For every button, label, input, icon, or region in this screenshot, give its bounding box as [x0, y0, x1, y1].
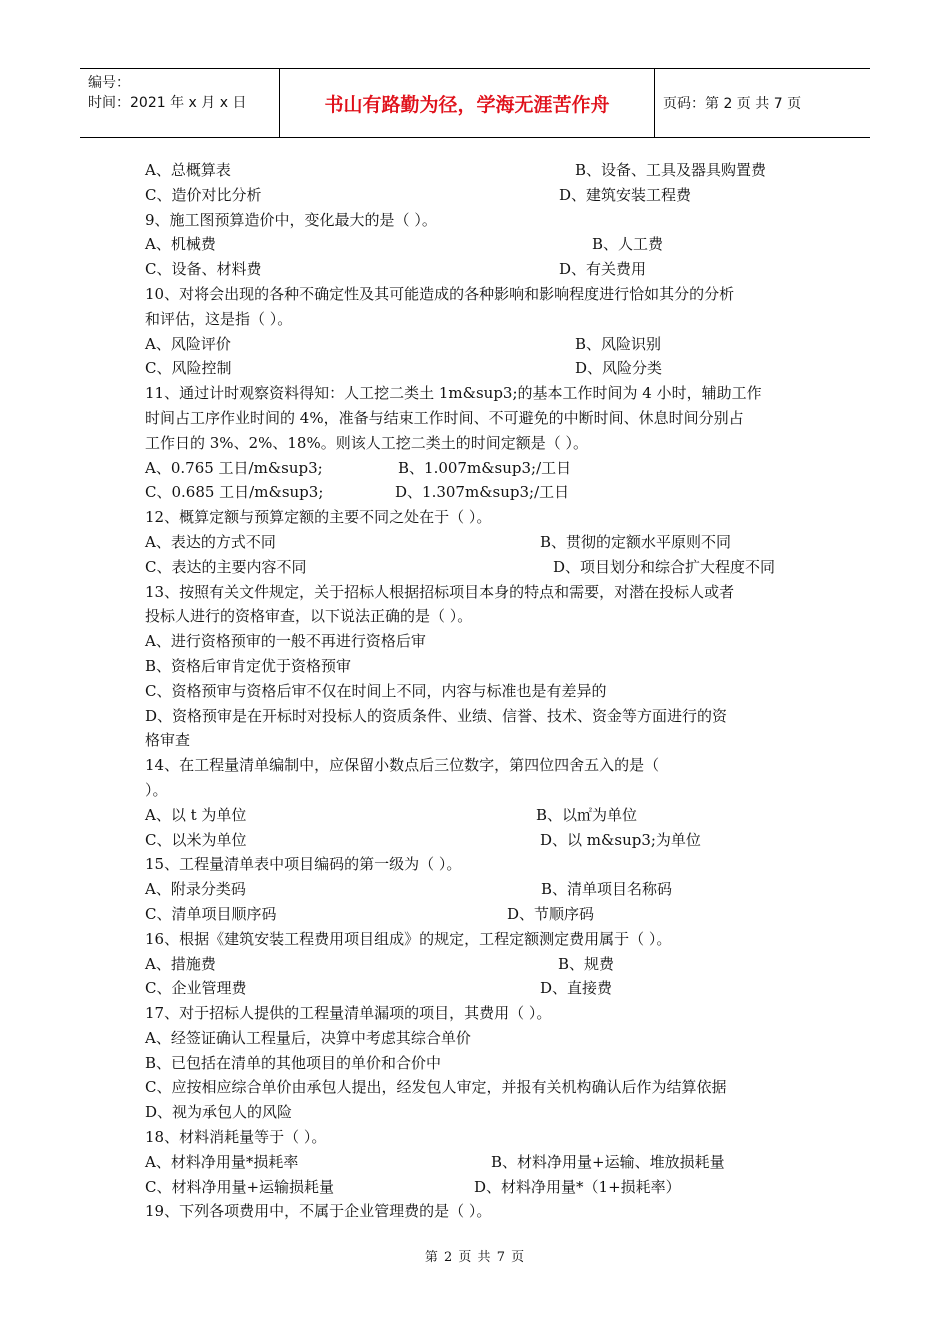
option-text-right: D、1.307m&sup3;/工日 — [395, 483, 570, 502]
line-text: D、资格预审是在开标时对投标人的资质条件、业绩、信誉、技术、资金等方面进行的资 — [145, 706, 728, 725]
text-line — [145, 307, 815, 332]
line-text: 10、对将会出现的各种不确定性及其可能造成的各种影响和影响程度进行恰如其分的分析 — [145, 284, 735, 303]
line-text: C、应按相应综合单价由承包人提出，经发包人审定，并报有关机构确认后作为结算依据 — [145, 1078, 727, 1097]
header-motto: 书山有路勤为径，学海无涯苦作舟 — [280, 69, 655, 137]
text-line — [145, 257, 815, 282]
text-line — [145, 1075, 815, 1100]
option-text-right: D、有关费用 — [559, 260, 647, 279]
text-line — [145, 530, 815, 555]
text-line — [145, 356, 815, 381]
line-text: 16、根据《建筑安装工程费用项目组成》的规定，工程定额测定费用属于（ ）。 — [145, 929, 672, 948]
text-line — [145, 158, 815, 183]
text-line — [145, 877, 815, 902]
text-line — [145, 852, 815, 877]
line-text: A、以 t 为单位 — [145, 805, 247, 824]
text-line — [145, 431, 815, 456]
text-line — [145, 1026, 815, 1051]
line-text: 时间占工序作业时间的 4%，准备与结束工作时间、不可避免的中断时间、休息时间分别占 — [145, 408, 744, 427]
question-body — [145, 158, 815, 1224]
option-text-right: B、以㎡为单位 — [536, 805, 638, 824]
text-line — [145, 1150, 815, 1175]
option-text-right: B、设备、工具及器具购置费 — [575, 161, 767, 179]
text-line — [145, 803, 815, 828]
line-text: A、风险评价 — [145, 334, 231, 353]
line-text: A、总概算表 — [145, 161, 231, 179]
line-text: C、设备、材料费 — [145, 260, 262, 279]
line-text: 12、概算定额与预算定额的主要不同之处在于（ ）。 — [145, 508, 492, 527]
text-line — [145, 183, 815, 208]
text-line — [145, 232, 815, 257]
line-text: D、视为承包人的风险 — [145, 1103, 293, 1122]
line-text: A、表达的方式不同 — [145, 532, 276, 551]
option-text-right: B、贯彻的定额水平原则不同 — [540, 532, 732, 551]
option-text-right: D、节顺序码 — [507, 904, 595, 923]
line-text: C、造价对比分析 — [145, 185, 262, 204]
line-text: A、经签证确认工程量后，决算中考虑其综合单价 — [145, 1028, 471, 1047]
text-line — [145, 1175, 815, 1200]
text-line — [145, 1051, 815, 1076]
text-line — [145, 332, 815, 357]
line-text: C、以米为单位 — [145, 830, 247, 849]
line-text: 11、通过计时观察资料得知：人工挖二类土 1m&sup3;的基本工作时间为 4 小时，辅助工作 — [145, 384, 762, 403]
text-line — [145, 282, 815, 307]
line-text: A、机械费 — [145, 235, 216, 254]
text-line — [145, 629, 815, 654]
option-text-right: B、材料净用量+运输、堆放损耗量 — [491, 1152, 725, 1171]
option-text-right: D、项目划分和综合扩大程度不同 — [553, 557, 776, 576]
line-text: B、资格后审肯定优于资格预审 — [145, 656, 352, 675]
line-text: C、资格预审与资格后审不仅在时间上不同，内容与标准也是有差异的 — [145, 681, 607, 700]
time-label: 时间：2021 年 x 月 x 日 — [88, 95, 247, 111]
text-line — [145, 728, 815, 753]
header-page-number: 页码：第 2 页 共 7 页 — [663, 96, 802, 112]
text-line — [145, 976, 815, 1001]
option-text-right: D、材料净用量*（1+损耗率） — [474, 1177, 681, 1196]
line-text: C、表达的主要内容不同 — [145, 557, 307, 576]
text-line — [145, 555, 815, 580]
text-line — [145, 406, 815, 431]
line-text: A、材料净用量*损耗率 — [145, 1152, 299, 1171]
line-text: 18、材料消耗量等于（ ）。 — [145, 1128, 327, 1147]
line-text: C、清单项目顺序码 — [145, 904, 277, 923]
line-text: ）。 — [145, 780, 168, 799]
text-line — [145, 778, 815, 803]
option-text-right: B、人工费 — [592, 235, 664, 254]
text-line — [145, 1199, 815, 1224]
option-text-right: D、风险分类 — [575, 359, 663, 378]
text-line — [145, 952, 815, 977]
line-text: C、0.685 工日/m&sup3; — [145, 483, 324, 502]
text-line — [145, 1001, 815, 1026]
text-line — [145, 679, 815, 704]
text-line — [145, 1125, 815, 1150]
line-text: A、附录分类码 — [145, 880, 246, 899]
option-text-right: B、风险识别 — [575, 334, 662, 353]
text-line — [145, 604, 815, 629]
line-text: 15、工程量清单表中项目编码的第一级为（ ）。 — [145, 855, 462, 874]
option-text-right: B、1.007m&sup3;/工日 — [398, 458, 572, 477]
text-line — [145, 208, 815, 233]
line-text: B、已包括在清单的其他项目的单价和合价中 — [145, 1053, 442, 1072]
text-line — [145, 480, 815, 505]
option-text-right: D、建筑安装工程费 — [559, 185, 692, 204]
line-text: 工作日的 3%、2%、18%。则该人工挖二类土的时间定额是（ ）。 — [145, 433, 588, 452]
header-meta — [80, 69, 280, 137]
text-line — [145, 927, 815, 952]
text-line — [145, 381, 815, 406]
text-line — [145, 456, 815, 481]
line-text: A、进行资格预审的一般不再进行资格后审 — [145, 632, 426, 651]
text-line — [145, 704, 815, 729]
option-text-right: B、清单项目名称码 — [541, 880, 673, 899]
line-text: 投标人进行的资格审查，以下说法正确的是（ ）。 — [145, 607, 473, 626]
text-line — [145, 505, 815, 530]
text-line — [145, 902, 815, 927]
text-line — [145, 828, 815, 853]
text-line — [145, 654, 815, 679]
line-text: 和评估，这是指（ ）。 — [145, 309, 293, 328]
line-text: 17、对于招标人提供的工程量清单漏项的项目，其费用（ ）。 — [145, 1004, 552, 1023]
text-line — [145, 753, 815, 778]
line-text: C、企业管理费 — [145, 979, 247, 998]
option-text-right: B、规费 — [558, 954, 615, 973]
text-line — [145, 1100, 815, 1125]
line-text: 19、下列各项费用中，不属于企业管理费的是（ ）。 — [145, 1202, 492, 1221]
line-text: 14、在工程量清单编制中，应保留小数点后三位数字，第四位四舍五入的是（ — [145, 756, 660, 775]
line-text: 格审查 — [145, 731, 191, 750]
number-label: 编号： — [88, 75, 130, 91]
line-text: C、材料净用量+运输损耗量 — [145, 1177, 335, 1196]
line-text: A、措施费 — [145, 954, 216, 973]
option-text-right: D、以 m&sup3;为单位 — [540, 830, 701, 849]
text-line — [145, 580, 815, 605]
line-text: 9、施工图预算造价中，变化最大的是（ ）。 — [145, 210, 437, 229]
page-header — [80, 68, 870, 138]
line-text: A、0.765 工日/m&sup3; — [145, 458, 323, 477]
line-text: C、风险控制 — [145, 359, 232, 378]
page-footer: 第 2 页 共 7 页 — [424, 1250, 526, 1265]
option-text-right: D、直接费 — [540, 979, 613, 998]
line-text: 13、按照有关文件规定，关于招标人根据招标项目本身的特点和需要，对潜在投标人或者 — [145, 582, 735, 601]
